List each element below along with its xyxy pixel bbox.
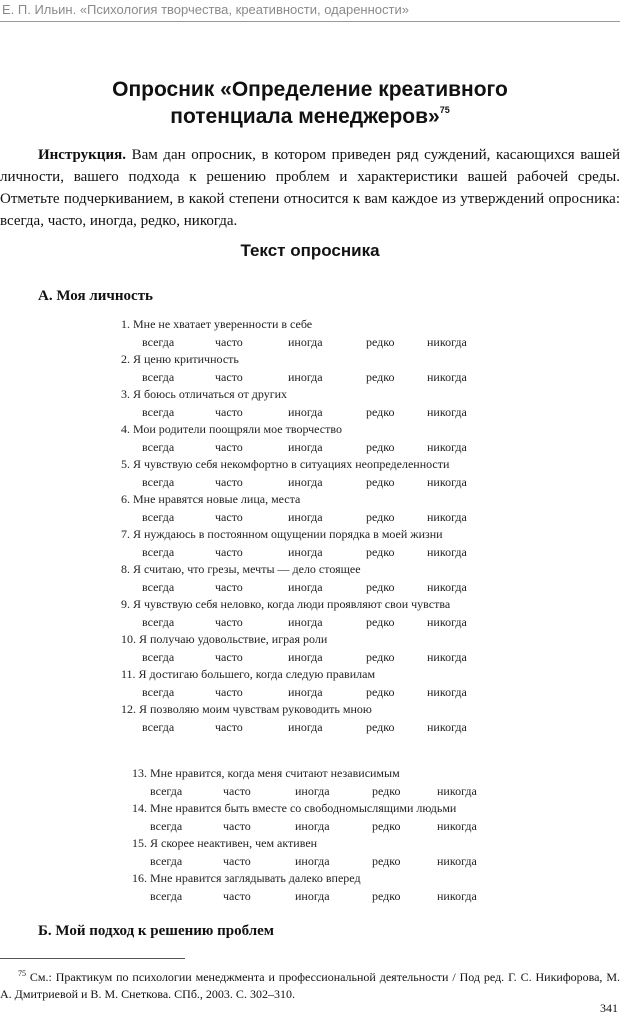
answer-option[interactable]: редко — [372, 818, 401, 833]
instruction-text: Вам дан опросник, в котором приведен ряд суждений, касающихся вашей личности, вашего подхода к решению проблем и характеристики вашей рабочей среды. Отметьте подчеркиванием, в какой степени относится к вам каждое из утверждений опросника: всегда, часто, иногда, редко, никогда. — [0, 147, 620, 229]
answer-option[interactable]: иногда — [288, 474, 323, 489]
page-title — [0, 76, 620, 130]
answer-option[interactable]: часто — [215, 544, 243, 559]
answer-option[interactable]: редко — [366, 509, 395, 524]
title-line-2-text: потенциала менеджеров» — [170, 105, 440, 128]
question-item — [121, 386, 541, 421]
answer-option[interactable]: иногда — [288, 334, 323, 349]
answer-option[interactable]: всегда — [142, 614, 175, 629]
answer-option[interactable]: редко — [372, 783, 401, 798]
question-item — [132, 870, 552, 905]
answer-option[interactable]: часто — [215, 439, 243, 454]
title-line-1: Опросник «Определение креативного — [112, 78, 508, 101]
answer-options — [121, 334, 541, 352]
answer-option[interactable]: никогда — [427, 474, 467, 489]
answer-option[interactable]: часто — [215, 404, 243, 419]
answer-option[interactable]: иногда — [288, 544, 323, 559]
answer-option[interactable]: часто — [223, 853, 251, 868]
answer-option[interactable]: всегда — [142, 404, 175, 419]
answer-option[interactable]: иногда — [288, 509, 323, 524]
answer-option[interactable]: часто — [215, 649, 243, 664]
answer-option[interactable]: часто — [215, 509, 243, 524]
questionnaire-subtitle: Текст опросника — [240, 241, 380, 260]
answer-option[interactable]: никогда — [427, 649, 467, 664]
answer-options — [132, 783, 552, 801]
footnote-divider — [0, 958, 185, 959]
answer-option[interactable]: никогда — [427, 404, 467, 419]
answer-option[interactable]: часто — [215, 614, 243, 629]
instruction-paragraph — [0, 144, 620, 232]
question-item — [121, 491, 541, 526]
answer-option[interactable]: редко — [372, 853, 401, 868]
answer-option[interactable]: редко — [366, 579, 395, 594]
question-text: 7. Я нуждаюсь в постоянном ощущении порядка в моей жизни — [121, 527, 443, 541]
answer-option[interactable]: редко — [366, 474, 395, 489]
question-item — [121, 701, 541, 736]
footnote-mark: 75 — [18, 969, 26, 978]
answer-option[interactable]: иногда — [295, 818, 330, 833]
question-text: 16. Мне нравится заглядывать далеко вперед — [132, 871, 361, 885]
question-text: 5. Я чувствую себя некомфортно в ситуациях неопределенности — [121, 457, 450, 471]
answer-option[interactable]: редко — [366, 334, 395, 349]
answer-option[interactable]: часто — [215, 579, 243, 594]
answer-option[interactable]: никогда — [437, 818, 477, 833]
answer-option[interactable]: часто — [223, 888, 251, 903]
answer-option[interactable]: никогда — [437, 853, 477, 868]
answer-options — [121, 684, 541, 702]
answer-option[interactable]: иногда — [288, 579, 323, 594]
answer-option[interactable]: никогда — [427, 614, 467, 629]
answer-option[interactable]: редко — [366, 439, 395, 454]
answer-option[interactable]: редко — [366, 684, 395, 699]
question-text: 12. Я позволяю моим чувствам руководить мною — [121, 702, 372, 716]
title-line-2 — [0, 103, 620, 130]
question-text: 14. Мне нравится быть вместе со свободномыслящими людьми — [132, 801, 457, 815]
answer-options — [121, 649, 541, 667]
answer-option[interactable]: часто — [215, 719, 243, 734]
question-text: 2. Я ценю критичность — [121, 352, 239, 366]
answer-option[interactable]: всегда — [142, 474, 175, 489]
answer-options — [121, 614, 541, 632]
question-text: 11. Я достигаю большего, когда следую правилам — [121, 667, 376, 681]
footnote — [0, 969, 620, 1003]
question-text: 10. Я получаю удовольствие, играя роли — [121, 632, 328, 646]
question-item — [121, 526, 541, 561]
answer-option[interactable]: никогда — [427, 684, 467, 699]
answer-option[interactable]: всегда — [150, 818, 183, 833]
answer-options — [121, 369, 541, 387]
answer-options — [121, 439, 541, 457]
answer-options — [132, 818, 552, 836]
question-item — [132, 765, 552, 800]
answer-option[interactable]: часто — [223, 783, 251, 798]
answer-option[interactable]: иногда — [288, 614, 323, 629]
answer-option[interactable]: никогда — [427, 369, 467, 384]
footnote-text: См.: Практикум по психологии менеджмента и профессиональной деятельности / Под ред. Г. С. Никифорова, М. А. Дмитриевой и В. М. Снеткова. СПб., 2003. С. 302–310. — [0, 970, 620, 1001]
answer-option[interactable]: всегда — [142, 544, 175, 559]
answer-option[interactable]: никогда — [427, 439, 467, 454]
answer-option[interactable]: всегда — [142, 334, 175, 349]
answer-options — [121, 474, 541, 492]
answer-option[interactable]: редко — [366, 614, 395, 629]
question-text: 3. Я боюсь отличаться от других — [121, 387, 288, 401]
answer-option[interactable]: иногда — [295, 888, 330, 903]
question-text: 9. Я чувствую себя неловко, когда люди проявляют свои чувства — [121, 597, 451, 611]
answer-option[interactable]: редко — [366, 649, 395, 664]
answer-option[interactable]: редко — [372, 888, 401, 903]
answer-option[interactable]: иногда — [295, 783, 330, 798]
question-item — [132, 800, 552, 835]
answer-option[interactable]: всегда — [142, 649, 175, 664]
question-item — [121, 631, 541, 666]
question-item — [121, 456, 541, 491]
answer-option[interactable]: всегда — [150, 888, 183, 903]
answer-option[interactable]: никогда — [427, 544, 467, 559]
answer-option[interactable]: всегда — [142, 579, 175, 594]
answer-option[interactable]: часто — [223, 818, 251, 833]
question-text: 13. Мне нравится, когда меня считают независимым — [132, 766, 400, 780]
answer-option[interactable]: часто — [215, 474, 243, 489]
section-a-heading: А. Моя личность — [38, 288, 153, 304]
answer-option[interactable]: всегда — [142, 439, 175, 454]
question-text: 8. Я считаю, что грезы, мечты — дело стоящее — [121, 562, 361, 576]
question-item — [121, 316, 541, 351]
page-number: 341 — [600, 1001, 618, 1015]
answer-options — [121, 719, 541, 737]
answer-options — [121, 544, 541, 562]
answer-option[interactable]: иногда — [288, 404, 323, 419]
answer-option[interactable]: редко — [366, 544, 395, 559]
question-text: 4. Мои родители поощряли мое творчество — [121, 422, 342, 436]
question-item — [121, 421, 541, 456]
answer-option[interactable]: никогда — [437, 888, 477, 903]
question-text: 6. Мне нравятся новые лица, места — [121, 492, 301, 506]
answer-option[interactable]: иногда — [288, 439, 323, 454]
answer-option[interactable]: иногда — [288, 684, 323, 699]
answer-option[interactable]: всегда — [142, 509, 175, 524]
running-header: Е. П. Ильин. «Психология творчества, креативности, одаренности» — [0, 0, 620, 22]
instruction-label: Инструкция. — [38, 147, 126, 163]
answer-options — [121, 509, 541, 527]
answer-option[interactable]: иногда — [295, 853, 330, 868]
question-text: 1. Мне не хватает уверенности в себе — [121, 317, 313, 331]
answer-option[interactable]: никогда — [427, 719, 467, 734]
answer-option[interactable]: всегда — [142, 369, 175, 384]
question-list-part-2 — [132, 765, 552, 905]
title-footnote-mark[interactable]: 75 — [439, 105, 450, 115]
answer-option[interactable]: редко — [366, 404, 395, 419]
answer-option[interactable]: всегда — [150, 853, 183, 868]
answer-option[interactable]: всегда — [142, 684, 175, 699]
question-item — [132, 835, 552, 870]
answer-options — [121, 404, 541, 422]
answer-option[interactable]: иногда — [288, 369, 323, 384]
answer-option[interactable]: никогда — [427, 579, 467, 594]
answer-options — [132, 888, 552, 906]
answer-option[interactable]: никогда — [437, 783, 477, 798]
answer-option[interactable]: всегда — [150, 783, 183, 798]
answer-option[interactable]: часто — [215, 369, 243, 384]
answer-options — [132, 853, 552, 871]
answer-option[interactable]: всегда — [142, 719, 175, 734]
question-list-part-1 — [121, 316, 541, 736]
question-item — [121, 596, 541, 631]
answer-option[interactable]: редко — [366, 719, 395, 734]
answer-option[interactable]: часто — [215, 334, 243, 349]
answer-option[interactable]: никогда — [427, 509, 467, 524]
question-item — [121, 351, 541, 386]
answer-option[interactable]: никогда — [427, 334, 467, 349]
answer-option[interactable]: иногда — [288, 719, 323, 734]
question-item — [121, 666, 541, 701]
answer-option[interactable]: часто — [215, 684, 243, 699]
section-b-heading: Б. Мой подход к решению проблем — [38, 923, 275, 939]
answer-option[interactable]: иногда — [288, 649, 323, 664]
answer-option[interactable]: редко — [366, 369, 395, 384]
answer-options — [121, 579, 541, 597]
question-item — [121, 561, 541, 596]
question-text: 15. Я скорее неактивен, чем активен — [132, 836, 318, 850]
